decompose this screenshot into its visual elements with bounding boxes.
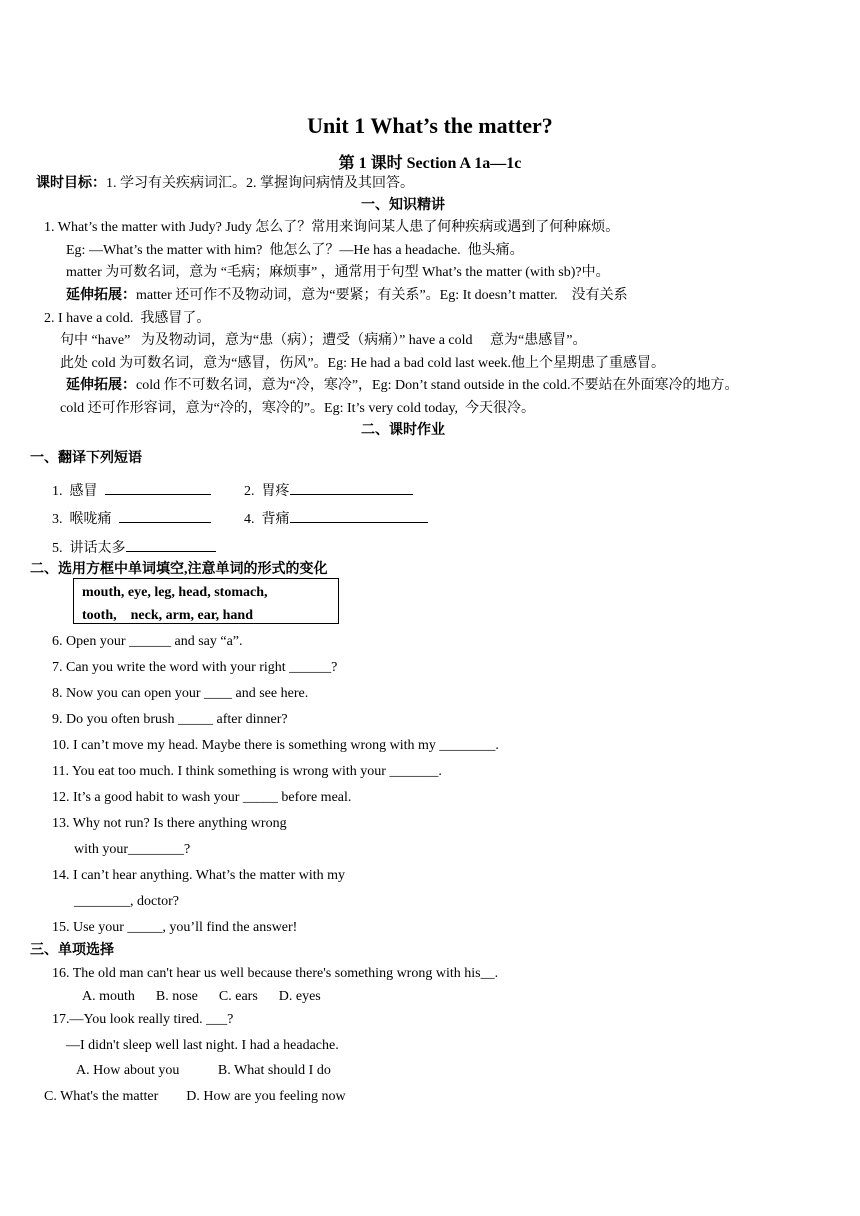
fill-item-continued: with your________?	[74, 842, 191, 857]
answer-blank[interactable]	[290, 480, 413, 495]
extend-label: 延伸拓展：	[66, 378, 136, 393]
section3-heading: 三、单项选择	[30, 943, 114, 958]
fill-item: 9. Do you often brush _____ after dinner?	[52, 712, 288, 727]
word-box-line: tooth, neck, arm, ear, hand	[82, 608, 253, 623]
phrase-item: 5. 讲话太多	[52, 537, 216, 558]
knowledge-line: 2. I have a cold. 我感冒了。	[44, 311, 211, 326]
phrase-item: 2. 胃疼	[244, 480, 413, 501]
fill-item-continued: ________, doctor?	[74, 894, 179, 909]
page-title: Unit 1 What’s the matter?	[307, 113, 553, 138]
knowledge-line: 1. What’s the matter with Judy? Judy 怎么了？常用来询问某人患了何种疾病或遇到了何种麻烦。	[44, 220, 620, 235]
choice-question: 17.—You look really tired. ___?	[52, 1012, 234, 1027]
knowledge-line: 句中 “have” 为及物动词，意为“患（病）；遭受（病痛）” have a cold 意为“患感冒”。	[60, 333, 587, 348]
knowledge-line: matter 还可作不及物动词，意为“要紧；有关系”。Eg: It doesn’t matter. 没有关系	[136, 288, 628, 303]
fill-item: 7. Can you write the word with your right ______?	[52, 660, 338, 675]
fill-item: 6. Open your ______ and say “a”.	[52, 634, 243, 649]
knowledge-extend-line	[66, 377, 738, 395]
fill-item: 11. You eat too much. I think something is wrong with your _______.	[52, 764, 442, 779]
answer-blank[interactable]	[290, 508, 428, 523]
knowledge-line: cold 还可作形容词，意为“冷的，寒冷的”。Eg: It’s very cold today, 今天很冷。	[60, 401, 536, 416]
fill-item: 12. It’s a good habit to wash your _____ before meal.	[52, 790, 352, 805]
knowledge-line: 此处 cold 为可数名词，意为“感冒，伤风”。Eg: He had a bad cold last week.他上个星期患了重感冒。	[60, 356, 666, 371]
phrase-item: 4. 背痛	[244, 508, 428, 529]
choice-options: A. How about you B. What should I do	[76, 1063, 331, 1078]
choice-question: 16. The old man can't hear us well because there's something wrong with his__.	[52, 966, 499, 981]
phrase-item: 1. 感冒	[52, 480, 211, 501]
objective-label: 课时目标：	[36, 176, 106, 191]
fill-item: 10. I can’t move my head. Maybe there is something wrong with my ________.	[52, 738, 499, 753]
answer-blank[interactable]	[126, 537, 216, 552]
answer-blank[interactable]	[105, 480, 211, 495]
answer-blank[interactable]	[119, 508, 211, 523]
knowledge-extend-line	[66, 287, 628, 305]
phrase-item: 3. 喉咙痛	[52, 508, 211, 529]
word-box-line: mouth, eye, leg, head, stomach,	[82, 585, 268, 600]
choice-options: A. mouth B. nose C. ears D. eyes	[82, 989, 321, 1004]
extend-label: 延伸拓展：	[66, 288, 136, 303]
fill-item: 15. Use your _____, you’ll find the answer!	[52, 920, 298, 935]
knowledge-line: matter 为可数名词，意为 “毛病；麻烦事” ，通常用于句型 What’s the matter (with sb)?中。	[66, 265, 610, 280]
choice-options: C. What's the matter D. How are you feeling now	[44, 1089, 346, 1104]
fill-item: 14. I can’t hear anything. What’s the matter with my	[52, 868, 346, 883]
word-box	[73, 578, 339, 624]
knowledge-line: cold 作不可数名词，意为“冷，寒冷”，Eg: Don’t stand outside in the cold.不要站在外面寒冷的地方。	[136, 378, 739, 393]
choice-dialogue: —I didn't sleep well last night. I had a headache.	[66, 1038, 339, 1053]
section2-heading: 二、选用方框中单词填空,注意单词的形式的变化	[30, 562, 328, 577]
objective-line	[36, 175, 414, 193]
lesson-subtitle: 第 1 课时 Section A 1a—1c	[338, 155, 522, 172]
fill-item: 8. Now you can open your ____ and see here.	[52, 686, 309, 701]
section1-heading: 一、翻译下列短语	[30, 451, 142, 466]
knowledge-heading: 一、知识精讲	[361, 198, 445, 213]
knowledge-line: Eg: —What’s the matter with him? 他怎么了？—He has a headache. 他头痛。	[66, 243, 524, 258]
homework-heading: 二、课时作业	[361, 423, 445, 438]
objective-text: 1. 学习有关疾病词汇。2. 掌握询问病情及其回答。	[106, 176, 414, 191]
fill-item: 13. Why not run? Is there anything wrong	[52, 816, 287, 831]
